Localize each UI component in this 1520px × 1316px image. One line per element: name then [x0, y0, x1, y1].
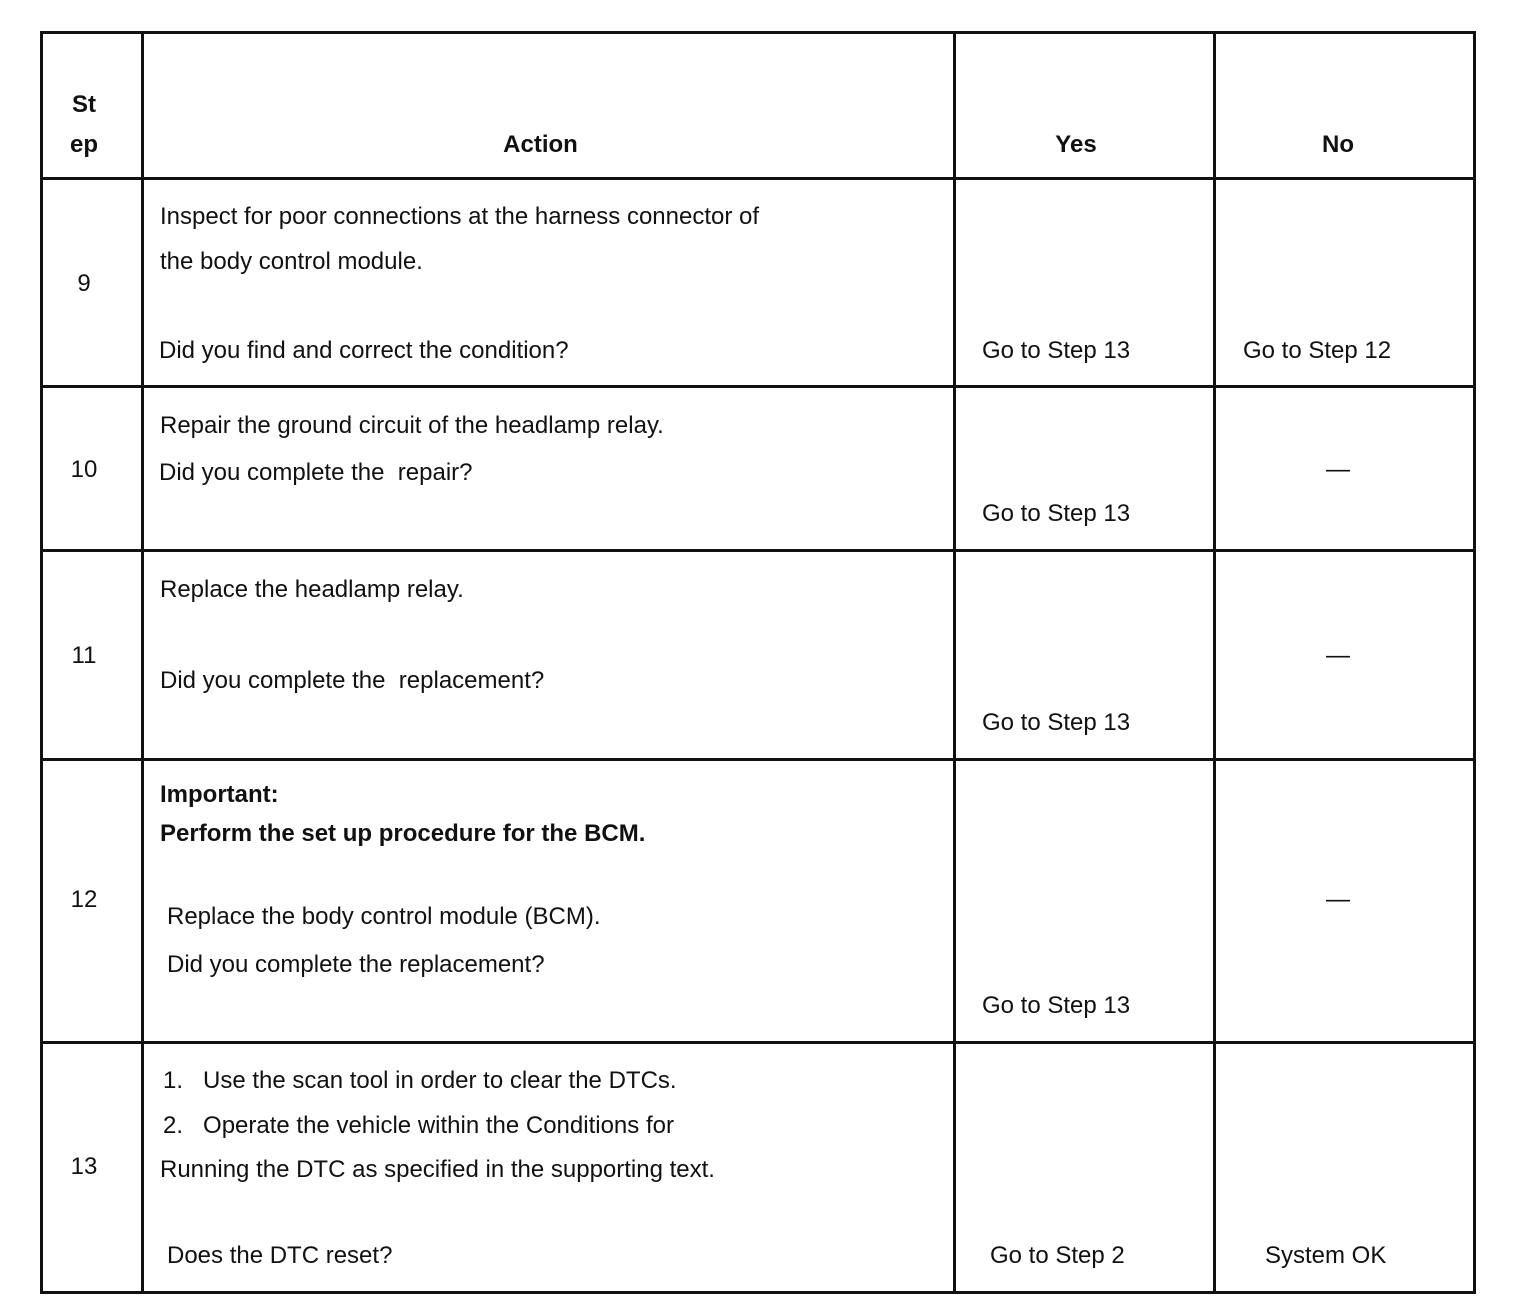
action-text: Repair the ground circuit of the headlamp relay.: [160, 412, 664, 439]
step-number: 11: [71, 642, 97, 669]
column-divider-step: [141, 31, 144, 1294]
action-question: Did you complete the replacement?: [167, 951, 545, 978]
important-label: Important:: [160, 781, 279, 808]
action-question: Did you complete the replacement?: [160, 667, 545, 694]
action-text: Replace the headlamp relay.: [160, 576, 464, 603]
no-result: Go to Step 12: [1243, 337, 1392, 364]
row-divider-12: [40, 1041, 1476, 1044]
row-divider-11: [40, 758, 1476, 761]
header-step-line2: ep: [69, 131, 98, 158]
action-text: Replace the body control module (BCM).: [167, 903, 601, 930]
action-text: the body control module.: [160, 248, 423, 275]
no-result: —: [1326, 456, 1350, 483]
table-border-top: [40, 31, 1476, 34]
row-divider-header: [40, 177, 1476, 180]
step-number: 9: [77, 270, 91, 297]
table-border-right: [1473, 31, 1476, 1294]
yes-result: Go to Step 13: [982, 992, 1131, 1019]
yes-result: Go to Step 13: [982, 337, 1131, 364]
action-step-1: 1. Use the scan tool in order to clear the DTCs.: [163, 1067, 677, 1094]
header-yes: Yes: [1055, 131, 1097, 158]
action-step-2: 2. Operate the vehicle within the Conditions for: [163, 1112, 674, 1139]
header-action: Action: [503, 131, 578, 158]
yes-result: Go to Step 13: [982, 500, 1131, 527]
step-number: 13: [70, 1153, 98, 1180]
row-divider-9: [40, 385, 1476, 388]
no-result: —: [1326, 642, 1350, 669]
table-border-bottom: [40, 1291, 1476, 1294]
header-step-line1: St: [72, 91, 96, 118]
step-number: 12: [70, 886, 98, 913]
no-result: System OK: [1265, 1242, 1387, 1269]
action-text: Running the DTC as specified in the supporting text.: [160, 1156, 715, 1183]
important-text: Perform the set up procedure for the BCM.: [160, 820, 646, 847]
action-text: Inspect for poor connections at the harness connector of: [160, 203, 760, 230]
yes-result: Go to Step 13: [982, 709, 1131, 736]
action-question: Did you find and correct the condition?: [159, 337, 569, 364]
step-number: 10: [70, 456, 98, 483]
action-question: Did you complete the repair?: [159, 459, 473, 486]
column-divider-action: [953, 31, 956, 1294]
no-result: —: [1326, 886, 1350, 913]
action-question: Does the DTC reset?: [167, 1242, 393, 1269]
yes-result: Go to Step 2: [990, 1242, 1125, 1269]
header-no: No: [1322, 131, 1354, 158]
row-divider-10: [40, 549, 1476, 552]
